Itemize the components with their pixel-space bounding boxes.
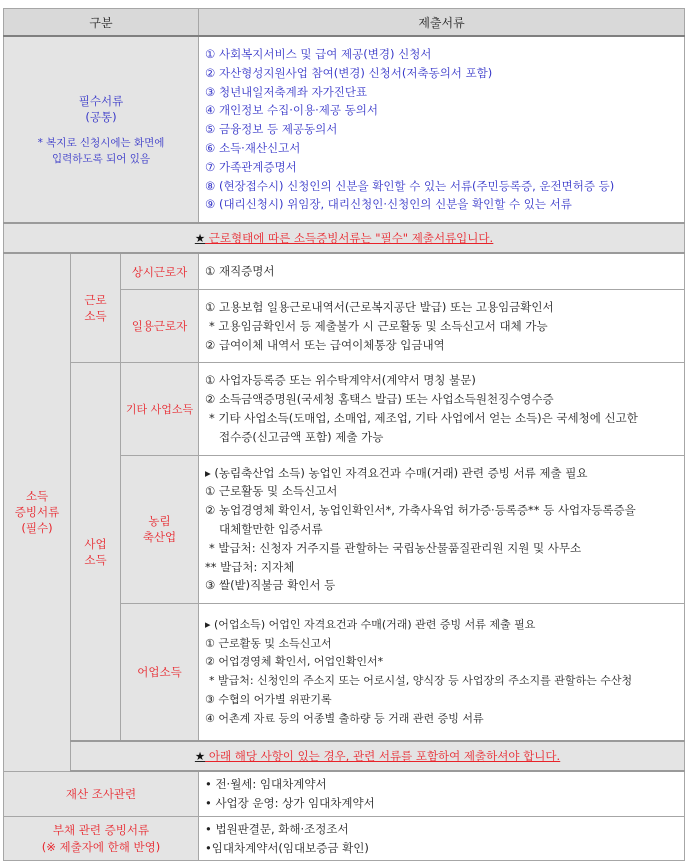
list-item: ▸ (어업소득) 어업인 자격요건과 수매(거래) 관련 증빙 서류 제출 필요 xyxy=(205,617,536,631)
daily-worker-label: 일용근로자 xyxy=(121,289,199,362)
required-common-list xyxy=(199,36,685,223)
list-item: ② 어업경영체 확인서, 어업인확인서* xyxy=(205,655,384,669)
star-icon: ★ xyxy=(194,749,206,764)
other-business-row xyxy=(4,363,685,455)
debt-list xyxy=(199,816,685,861)
list-item: ④ 어촌계 자료 등의 어종별 출하량 등 거래 관련 증빙 서류 xyxy=(205,711,484,725)
star-icon: ★ xyxy=(194,231,206,246)
list-item: ② 소득금액증명원(국세청 홈택스 발급) 또는 사업소득원천징수영수증 xyxy=(205,392,554,407)
list-item: * 발급처: 신청자 거주지를 관할하는 국립농산물품질관리원 지원 및 사무소 xyxy=(209,540,582,555)
list-item: ⑦ 가족관계증명서 xyxy=(205,159,297,174)
list-item: ① 사업자등록증 또는 위수탁계약서(계약서 명칭 불문) xyxy=(205,373,476,388)
list-item: ② 자산형성지원사업 참여(변경) 신청서(저축동의서 포함) xyxy=(205,65,493,80)
other-business-label: 기타 사업소득 xyxy=(121,363,199,455)
debt-row xyxy=(4,816,685,861)
debt-label: 부채 관련 증빙서류 (※ 제출자에 한해 반영) xyxy=(4,816,199,861)
list-item: ① 근로활동 및 소득신고서 xyxy=(205,484,338,499)
daily-worker-list xyxy=(199,289,685,362)
list-item: ⑤ 금융정보 등 제공동의서 xyxy=(205,122,338,137)
agri-label: 농림 축산업 xyxy=(121,455,199,604)
list-item: ② 농업경영체 확인서, 농업인확인서*, 가축사육업 허가증·등록증** 등 사업자등록증을 xyxy=(205,503,636,518)
list-item: ① 근로활동 및 소득신고서 xyxy=(205,636,332,650)
list-item: ③ 청년내일저축계좌 자가진단표 xyxy=(205,84,368,99)
property-label: 재산 조사관련 xyxy=(4,771,199,816)
regular-worker-row xyxy=(4,253,685,289)
list-item: ① 재직증명서 xyxy=(205,264,275,279)
agri-list xyxy=(199,455,685,604)
list-item: 대체할만한 입증서류 xyxy=(219,521,323,536)
list-item: ⑨ (대리신청시) 위임장, 대리신청인·신청인의 신분을 확인할 수 있는 서류 xyxy=(205,197,572,212)
list-item: 접수증(신고금액 포함) 제출 가능 xyxy=(219,429,384,444)
fishery-list xyxy=(199,604,685,742)
labor-income-label: 근로 소득 xyxy=(71,253,121,363)
list-item: • 법원판결문, 화해·조정조서 xyxy=(205,821,349,836)
regular-worker-label: 상시근로자 xyxy=(121,253,199,289)
property-list xyxy=(199,771,685,816)
notice-additional xyxy=(4,741,685,771)
list-item: * 기타 사업소득(도매업, 소매업, 제조업, 기타 사업에서 얻는 소득)은 국세청에 신고한 xyxy=(209,410,638,425)
list-item: ③ 수협의 어가별 위판기록 xyxy=(205,692,332,706)
notice-income-required xyxy=(4,223,685,253)
list-item: ▸ (농림축산업 소득) 농업인 자격요건과 수매(거래) 관련 증빙 서류 제출 필요 xyxy=(205,465,588,480)
income-proof-label: 소득 증빙서류 (필수) xyxy=(4,253,71,771)
list-item: ① 고용보험 일용근로내역서(근로복지공단 발급) 또는 고용임금확인서 xyxy=(205,299,554,314)
required-common-label xyxy=(4,36,199,223)
list-item: ** 발급처: 지자체 xyxy=(205,559,295,574)
required-common-row xyxy=(4,36,685,223)
list-item: * 발급처: 신청인의 주소지 또는 어로시설, 양식장 등 사업장의 주소지를 관할하는 수산청 xyxy=(209,674,633,688)
table-header-row xyxy=(4,9,685,37)
list-item: ③ 쌀(밭)직불금 확인서 등 xyxy=(205,578,336,593)
header-category: 구분 xyxy=(4,9,199,37)
list-item: • 전·월세: 임대차계약서 xyxy=(205,777,327,792)
regular-worker-list xyxy=(199,253,685,289)
required-common-note: * 복지로 신청시에는 화면에 입력하도록 되어 있음 xyxy=(37,136,165,165)
list-item: ① 사회복지서비스 및 급여 제공(변경) 신청서 xyxy=(205,47,432,61)
other-business-list xyxy=(199,363,685,455)
property-row xyxy=(4,771,685,816)
business-income-label: 사업 소득 xyxy=(71,363,121,741)
list-item: * 고용임금확인서 등 제출불가 시 근로활동 및 소득신고서 대체 가능 xyxy=(209,318,548,333)
notice-text: 아래 해당 사항이 있는 경우, 관련 서류를 포함하여 제출하셔야 합니다. xyxy=(205,749,561,764)
list-item: •임대차계약서(임대보증금 확인) xyxy=(205,840,369,855)
list-item: ⑥ 소득·재산신고서 xyxy=(205,140,301,155)
fishery-label: 어업소득 xyxy=(121,604,199,742)
list-item: ④ 개인정보 수집·이용·제공 동의서 xyxy=(205,103,379,118)
notice-text: 근로형태에 따른 소득증빙서류는 "필수" 제출서류입니다. xyxy=(205,231,494,246)
list-item: • 사업장 운영: 상가 임대차계약서 xyxy=(205,795,375,810)
header-documents: 제출서류 xyxy=(199,9,685,37)
required-documents-table xyxy=(3,8,685,861)
list-item: ⑧ (현장접수시) 신청인의 신분을 확인할 수 있는 서류(주민등록증, 운전면허증 등) xyxy=(205,178,615,193)
required-common-title: 필수서류 (공통) xyxy=(78,93,124,124)
list-item: ② 급여이체 내역서 또는 급여이체통장 입금내역 xyxy=(205,337,445,352)
